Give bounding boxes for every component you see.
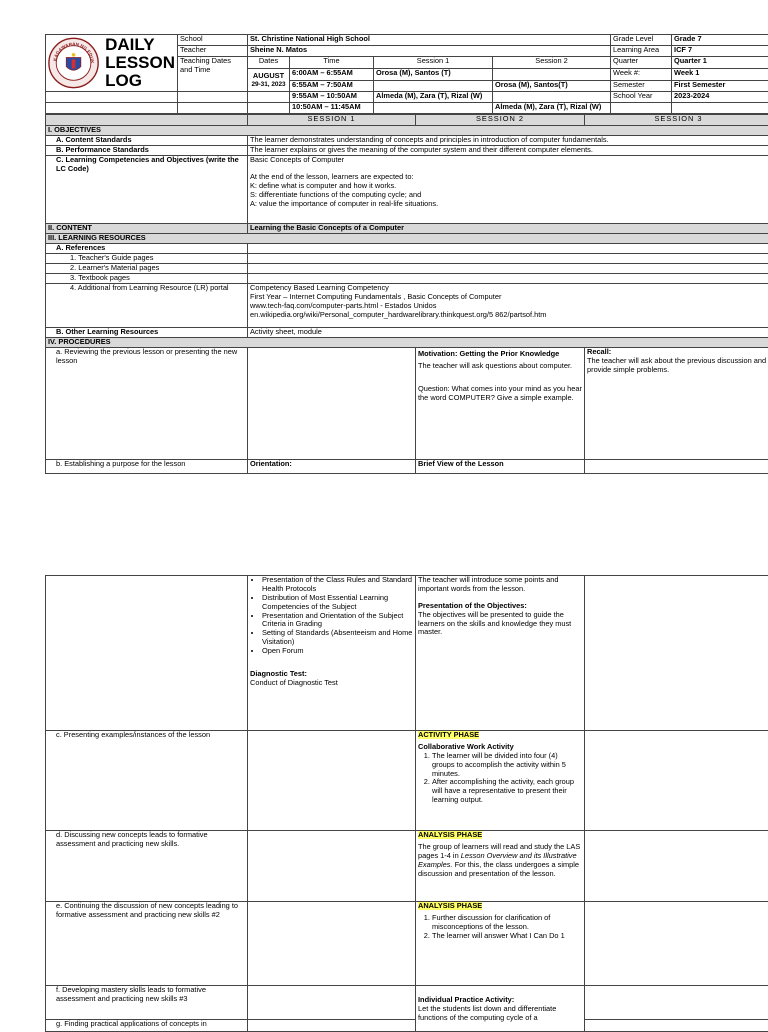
blank-cell	[248, 902, 416, 986]
proc-b-label: b. Establishing a purpose for the lesson	[46, 460, 248, 474]
competency-knowledge: K: define what is computer and how it works.	[250, 182, 768, 191]
competency-attitude: A: value the importance of computer in real-life situations.	[250, 200, 768, 209]
competencies-title: Basic Concepts of Computer	[250, 156, 768, 165]
proc-c-label: c. Presenting examples/instances of the lesson	[46, 731, 248, 831]
blank-cell	[46, 92, 178, 103]
blank-cell	[248, 254, 768, 264]
brief-view-heading: Brief View of the Lesson	[416, 460, 585, 474]
diagnostic-text: Conduct of Diagnostic Test	[250, 679, 413, 688]
teacher-value: Sheine N. Matos	[248, 46, 611, 57]
learning-area-value: ICF 7	[672, 46, 768, 57]
blank-cell	[585, 831, 768, 902]
performance-standards-value: The learner explains or gives the meaning of the computer system and their different computer elements.	[248, 146, 768, 156]
proc-b-session-1	[248, 576, 416, 731]
content-standards-label: A. Content Standards	[46, 136, 248, 146]
ref-learners-material: 2. Learner's Material pages	[46, 264, 248, 274]
dates-value	[248, 69, 290, 92]
svg-text:KAGAWARAN NG EDUKASYON: KAGAWARAN NG EDUK	[48, 35, 95, 64]
diagnostic-heading: Diagnostic Test:	[250, 670, 413, 679]
competencies-label: C. Learning Competencies and Objectives (write the LC Code)	[46, 156, 248, 224]
title-line-3: LOG	[105, 72, 175, 90]
motivation-question: Question: What comes into your mind as you hear the word COMPUTER? Give a simple example.	[418, 385, 582, 403]
motivation-text: The teacher will ask questions about computer.	[418, 362, 582, 371]
blank-cell	[46, 576, 248, 731]
orientation-item: • Presentation and Orientation of the Subject Criteria in Grading	[262, 612, 413, 630]
orientation-item: • Open Forum	[262, 647, 413, 656]
blank-cell	[248, 103, 290, 114]
content-heading: II. CONTENT	[46, 224, 248, 234]
lesson-log-page-1	[45, 34, 768, 474]
blank-cell	[248, 92, 290, 103]
ref-teachers-guide: 1. Teacher's Guide pages	[46, 254, 248, 264]
grade-level-label: Grade Level	[611, 35, 672, 46]
additional-resources-value	[248, 284, 768, 328]
blank-cell	[248, 274, 768, 284]
session-2-column: SESSION 2	[416, 115, 585, 126]
blank-cell	[178, 103, 248, 114]
lesson-log-page-2	[45, 575, 768, 1032]
objectives-heading: I. OBJECTIVES	[46, 126, 768, 136]
session-1-header: Session 1	[374, 57, 493, 69]
proc-a-session-3	[585, 348, 768, 460]
teaching-dates-label: Teaching Dates and Time	[178, 57, 248, 92]
week-value: Week 1	[672, 69, 768, 81]
blank-cell	[248, 831, 416, 902]
proc-e-session-2	[416, 902, 585, 986]
learning-area-label: Learning Area	[611, 46, 672, 57]
additional-resources-label: 4. Additional from Learning Resource (LR) portal	[46, 284, 248, 328]
learning-resources-heading: III. LEARNING RESOURCES	[46, 234, 768, 244]
orientation-item: • Presentation of the Class Rules and Standard Health Protocols	[262, 576, 413, 594]
blank-cell	[248, 264, 768, 274]
session-2-row-2: Orosa (M), Santos(T)	[493, 81, 611, 92]
blank-cell	[585, 902, 768, 986]
activity-phase-highlight: ACTIVITY PHASE	[418, 731, 479, 740]
analysis-phase-highlight: ANALYSIS PHASE	[418, 902, 482, 911]
time-header: Time	[290, 57, 374, 69]
blank-cell	[585, 986, 768, 1020]
school-value: St. Christine National High School	[248, 35, 611, 46]
proc-a-label: a. Reviewing the previous lesson or presenting the new lesson	[46, 348, 248, 460]
session-2-header: Session 2	[493, 57, 611, 69]
additional-line: en.wikipedia.org/wiki/Personal_computer_hardwarelibrary.thinkquest.org/5 862/partsof.htm	[250, 311, 768, 320]
additional-line: First Year – Internet Computing Fundamentals , Basic Concepts of Computer	[250, 293, 768, 302]
objectives-presentation-text: The objectives will be presented to guide the learners on the skills and knowledge they must master.	[418, 611, 582, 638]
session-1-row-3: Almeda (M), Zara (T), Rizal (W)	[374, 92, 493, 103]
grade-level-value: Grade 7	[672, 35, 768, 46]
blank-cell	[248, 1020, 416, 1032]
blank-cell	[585, 576, 768, 731]
analysis-text: The group of learners will read and study the LAS pages 1-4 in Lesson Overview and its Illustrative Examples. For this, the class undergoes a simple discussion and presentation of the lesson.	[418, 843, 582, 879]
quarter-value: Quarter 1	[672, 57, 768, 69]
blank-cell	[585, 460, 768, 474]
session-1-row-2	[374, 81, 493, 92]
proc-d-label: d. Discussing new concepts leads to formative assessment and practicing new skills.	[46, 831, 248, 902]
orientation-item: • Distribution of Most Essential Learning Competencies of the Subject	[262, 594, 413, 612]
quarter-label: Quarter	[611, 57, 672, 69]
proc-c-session-2	[416, 731, 585, 831]
recall-heading: Recall:	[587, 348, 768, 357]
session-1-row-4	[374, 103, 493, 114]
activity-step: 2. After accomplishing the activity, each group will have a representative to present their learning output.	[432, 778, 582, 805]
dates-header: Dates	[248, 57, 290, 69]
lesson-body-table-continued	[45, 575, 768, 1032]
blank-cell	[248, 244, 768, 254]
session-2-row-1	[493, 69, 611, 81]
blank-cell	[585, 731, 768, 831]
deped-seal-icon	[48, 35, 99, 91]
header-table	[45, 34, 768, 114]
content-value: Learning the Basic Concepts of a Computer	[248, 224, 768, 234]
orientation-item: • Setting of Standards (Absenteeism and Home Visitation)	[262, 629, 413, 647]
proc-f-label: f. Developing mastery skills leads to formative assessment and practicing new skills #3	[46, 986, 248, 1020]
teacher-label: Teacher	[178, 46, 248, 57]
time-row-1: 6:00AM – 6:55AM	[290, 69, 374, 81]
competencies-intro: At the end of the lesson, learners are expected to:	[250, 173, 768, 182]
activity-step: 1. The learner will be divided into four (4) groups to accomplish the activity within 5 minutes.	[432, 752, 582, 779]
semester-label: Semester	[611, 81, 672, 92]
proc-f-session-2	[416, 986, 585, 1032]
school-year-label: School Year	[611, 92, 672, 103]
title-line-2: LESSON	[105, 54, 175, 72]
blank-cell	[672, 103, 768, 114]
time-row-4: 10:50AM – 11:45AM	[290, 103, 374, 114]
orientation-heading: Orientation:	[248, 460, 416, 474]
date-month: AUGUST	[250, 72, 287, 81]
individual-practice-text: Let the students list down and differentiate functions of the computing cycle of a	[418, 1005, 582, 1023]
analysis-phase-highlight: ANALYSIS PHASE	[418, 831, 482, 840]
proc-d-session-2	[416, 831, 585, 902]
individual-practice-heading: Individual Practice Activity:	[418, 996, 582, 1005]
session-1-row-1: Orosa (M), Santos (T)	[374, 69, 493, 81]
analysis-step: 1. Further discussion for clarification of misconceptions of the lesson.	[432, 914, 582, 932]
proc-b-session-2	[416, 576, 585, 731]
objectives-presentation-heading: Presentation of the Objectives:	[418, 602, 582, 611]
brief-view-text: The teacher will introduce some points and important words from the lesson.	[418, 576, 582, 594]
session-2-row-4: Almeda (M), Zara (T), Rizal (W)	[493, 103, 611, 114]
school-year-value: 2023-2024	[672, 92, 768, 103]
session-2-row-3	[493, 92, 611, 103]
additional-line: www.tech-faq.com/computer-parts.html - Estados Unidos	[250, 302, 768, 311]
semester-value: First Semester	[672, 81, 768, 92]
recall-text: The teacher will ask about the previous discussion and provide simple problems.	[587, 357, 768, 375]
blank-cell	[46, 115, 248, 126]
activity-steps	[418, 752, 582, 805]
date-range: 29-31, 2023	[250, 81, 287, 89]
school-label: School	[178, 35, 248, 46]
orientation-list	[250, 576, 413, 656]
analysis-steps	[418, 914, 582, 941]
session-1-column: SESSION 1	[248, 115, 416, 126]
session-3-column: SESSION 3	[585, 115, 768, 126]
proc-e-label: e. Continuing the discussion of new concepts leading to formative assessment and practicing new skills #2	[46, 902, 248, 986]
blank-cell	[611, 103, 672, 114]
collaborative-heading: Collaborative Work Activity	[418, 743, 582, 752]
procedures-heading: IV. PROCEDURES	[46, 338, 768, 348]
competency-skill: S: differentiate functions of the computing cycle; and	[250, 191, 768, 200]
time-row-3: 9:55AM – 10:50AM	[290, 92, 374, 103]
blank-cell	[46, 103, 178, 114]
competencies-value	[248, 156, 768, 224]
blank-cell	[585, 1020, 768, 1032]
time-row-2: 6:55AM – 7:50AM	[290, 81, 374, 92]
motivation-heading: Motivation: Getting the Prior Knowledge	[418, 350, 582, 359]
proc-a-session-2	[416, 348, 585, 460]
other-resources-label: B. Other Learning Resources	[46, 328, 248, 338]
other-resources-value: Activity sheet, module	[248, 328, 768, 338]
blank-cell	[248, 986, 416, 1020]
references-label: A. References	[46, 244, 248, 254]
blank-cell	[248, 348, 416, 460]
performance-standards-label: B. Performance Standards	[46, 146, 248, 156]
blank-cell	[178, 92, 248, 103]
content-standards-value: The learner demonstrates understanding of concepts and principles in introduction of computer fundamentals.	[248, 136, 768, 146]
ref-textbook: 3. Textbook pages	[46, 274, 248, 284]
additional-line: Competency Based Learning Competency	[250, 284, 768, 293]
analysis-step: 2. The learner will answer What I Can Do 1	[432, 932, 582, 941]
proc-g-label: g. Finding practical applications of concepts in	[46, 1020, 248, 1032]
title-line-1: DAILY	[105, 36, 175, 54]
blank-cell	[248, 731, 416, 831]
lesson-body-table	[45, 114, 768, 474]
week-label: Week #:	[611, 69, 672, 81]
header-logo-block	[46, 35, 178, 92]
